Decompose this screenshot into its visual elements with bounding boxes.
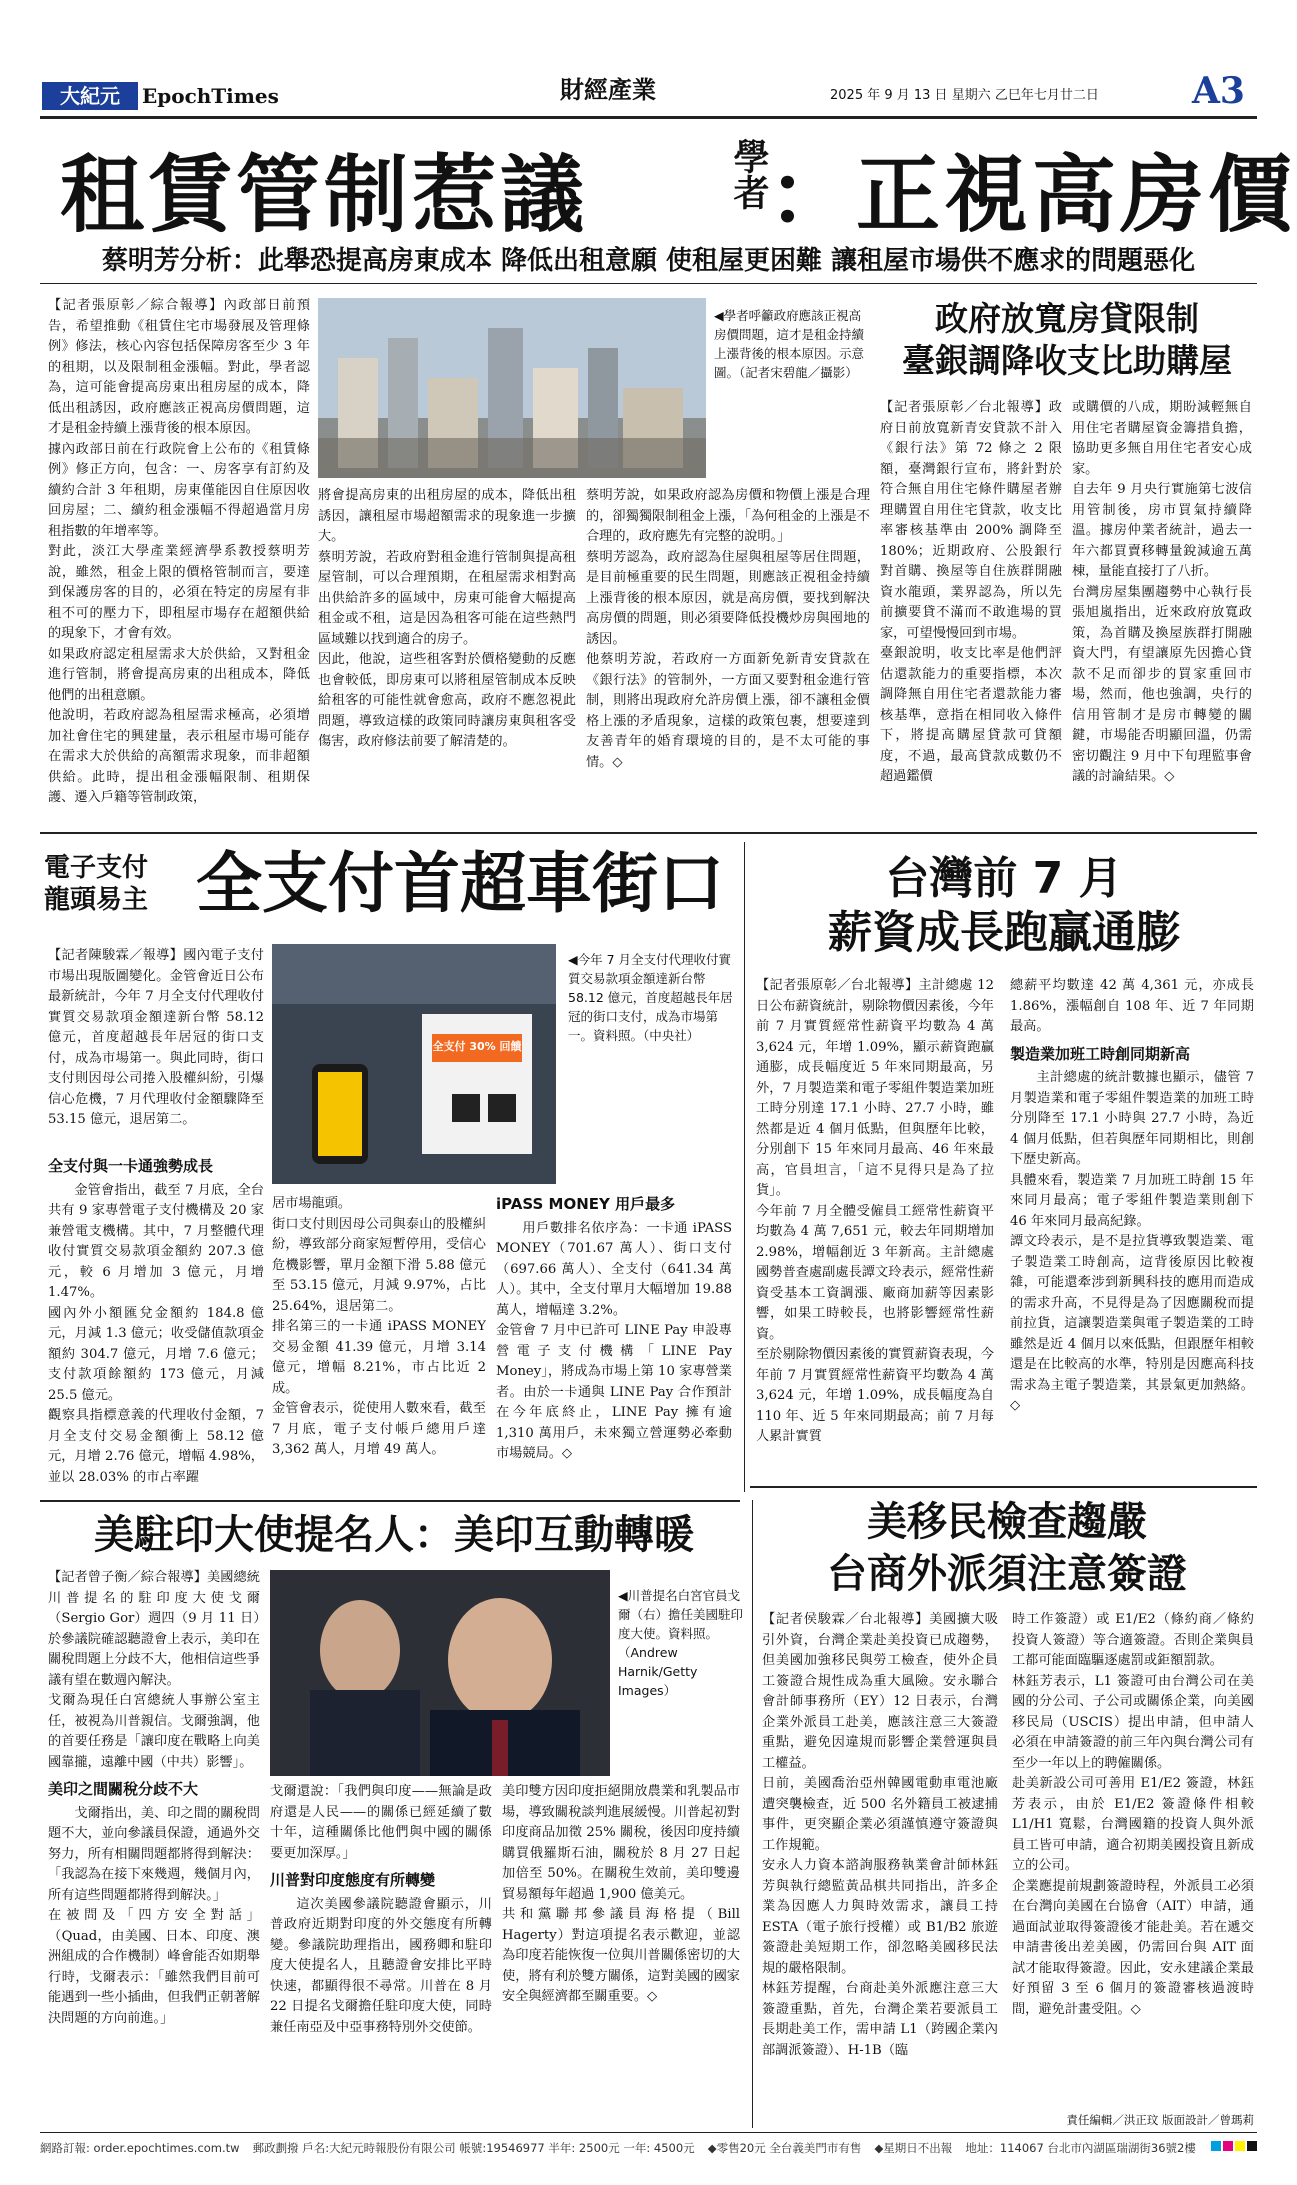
ambassador-photo-caption: ◀川普提名白宮官員戈爾（右）擔任美國駐印度大使。資料照。（Andrew Harnik/Getty Images） — [618, 1588, 744, 1698]
masthead-rule — [40, 116, 1257, 119]
issue-date: 2025 年 9 月 13 日 星期六 乙巳年七月廿二日 — [830, 88, 1099, 103]
section-rule-3 — [750, 1486, 1257, 1488]
payment-kicker-2: 龍頭易主 — [44, 885, 149, 915]
immigration-col-2 — [1012, 1610, 1254, 2110]
housing-loan-col-2 — [1072, 398, 1252, 816]
section-title: 財經產業 — [560, 76, 656, 104]
lead-headline-vertical — [728, 138, 768, 219]
wages-col-1-text: 【記者張原彰／台北報導】主計總處 12 日公布薪資統計，剔除物價因素後，今年前 7 月實質經常性薪資平均數為 4 萬 3,624 元，年增 1.09%，顯示薪資跑贏通膨，成長幅度近 5 年來同期最高，另外，7 月製造業和電子零組件製造業加班工時分別達 17.1 小時、27.7 小時，雖然都是近 4 個月低點，但與歷年比較，分別創下 15 年來同月最高、46 年來最高，官員坦言，「這不見得只是為了拉貨」。 今年前 7 月全體受僱員工經常性薪資平均數為 4 萬 7,651 元，較去年同期增加 2.98%，增幅創近 3 年新高。主計總處國勢普查處副處長譚文玲表示，經常性薪資受基本工資調漲、廠商加薪等因素影響，如果工時較長，也將影響經常性薪資。 至於剔除物價因素後的實質薪資表現，今年前 7 月實質經常性薪資平均數為 4 萬 3,624 元，年增 1.09%，成長幅度為自 110 年、近 5 年來同期最高；前 7 月每人累計實質 — [756, 978, 994, 1444]
footer — [40, 2140, 1257, 2156]
lead-col-3-text: 蔡明芳說，如果政府認為房價和物價上漲是合理的，卻獨獨限制租金上漲，「為何租金的上漲是不合理的，政府應先有完整的說明。」 蔡明芳認為，政府認為住屋與租屋等居住問題，是目前極重要的民生問題，則應該正視租金持續上漲背後的根本原因，就是高房價，要找到解決高房價的問題，則必須要降低投機炒房與囤地的誘因。 他蔡明芳說，若政府一方面新免新青安貸款在《銀行法》的管制外，一方面又要對租金進行管制，則將出現政府允許房價上漲，卻不讓租金價格上漲的矛盾現象，這樣的政策包裹，想要達到友善青年的婚育環境的目的，是不太可能的事情。◇ — [586, 488, 870, 770]
lead-col-1 — [48, 296, 310, 816]
wages-col-1 — [756, 976, 994, 1476]
lead-subhead: 蔡明芳分析：此舉恐提高房東成本 降低出租意願 使租屋更困難 讓租屋市場供不應求的問題惡化 — [101, 246, 1196, 276]
page-number: A3 — [1192, 70, 1245, 112]
housing-loan-headline-2: 臺銀調降收支比助購屋 — [902, 341, 1232, 380]
payment-col-1b-text: 金管會指出，截至 7 月底，全台共有 9 家專營電子支付機構及 20 家兼營電支機構。其中，7 月整體代理收付實質交易款項金額約 207.3 億元，較 6 月增加 3 億元，月增 1.47%。 國內外小額匯兌金額約 184.8 億元，月減 1.3 億元；收受儲值款項金額約 304.7 億元，月增 7.6 億元；支付款項餘額約 173 億元，月減 25.5 億元。 觀察具指標意義的代理收付金額，7 月全支付交易金額衝上 58.12 億元，月增 2.76 億元，增幅 4.98%，並以 28.03% 的市占率躍 — [48, 1182, 264, 1485]
immigration-headline-1: 美移民檢查趨嚴 — [867, 1499, 1147, 1545]
housing-loan-headline-1: 政府放寬房貸限制 — [935, 299, 1199, 338]
housing-loan-col-1 — [880, 398, 1062, 816]
editor-credits: 責任編輯／洪正玟 版面設計／曾瑪莉 — [1066, 2113, 1254, 2127]
payment-col-3-text: 用戶數排名依序為：一卡通 iPASS MONEY（701.67 萬人）、街口支付（697.66 萬人）、全支付（641.34 萬人）。其中，全支付單月大幅增加 19.88 萬人，增幅達 3.2%。 金管會 7 月中已許可 LINE Pay 申設專營電子支付機構「LINE Pay Money」，將成為市場上第 10 家專營業者。由於一卡通與 LINE Pay 合作預計在今年底終止，LINE Pay 擁有逾 1,310 萬用戶，未來獨立營運勢必牽動市場競局。◇ — [496, 1220, 732, 1461]
ambassador-photo — [270, 1570, 610, 1776]
office-address: 地址：114067 台北市內湖區瑞湖街36號2樓 — [965, 2141, 1196, 2155]
color-swatch-yellow — [1235, 2141, 1245, 2151]
wages-headline — [754, 852, 1254, 960]
lead-col-2-text: 將會提高房東的出租房屋的成本，降低出租誘因，讓租屋市場超額需求的現象進一步擴大。 蔡明芳說，若政府對租金進行管制與提高租屋管制，可以合理預期，在租屋需求相對高出供給許多的區域中，房東可能會大幅提高租金或不租，這是因為租客可能在這些熱門區域難以找到適合的房子。 因此，他說，這些租客對於價格變動的反應也會較低，即房東可以將租屋管制成本反映給租客的可能性就會愈高，政府不應忽視此問題，導致這樣的政策同時讓房東與租客受傷害，政府修法前要了解清楚的。 — [318, 488, 576, 749]
payment-col-1b — [48, 1150, 264, 1490]
lead-headline-b: ：正視高房價 — [768, 146, 1297, 244]
section-rule-2 — [40, 1500, 740, 1502]
ambassador-subhead-1: 美印之間關稅分歧不大 — [48, 1780, 199, 1798]
lead-col-2 — [318, 486, 576, 816]
wages-subhead-1: 製造業加班工時創同期新高 — [1010, 1044, 1191, 1063]
ambassador-col-2b-text: 這次美國參議院聽證會顯示，川普政府近期對印度的外交態度有所轉變。參議院助理指出，國務卿和駐印度大使提名人，且聽證會安排比平時快速，都顯得很不尋常。川普在 8 月 22 日提名戈爾擔任駐印度大使，同時兼任南亞及中亞事務特別外交使節。 — [270, 1896, 492, 2035]
immigration-col-1 — [762, 1610, 998, 2110]
payment-display-image — [272, 944, 556, 1184]
epoch-times-logo: 大紀元 — [42, 82, 138, 110]
ambassador-subhead-2: 川普對印度態度有所轉變 — [270, 1871, 436, 1889]
color-swatch-black — [1247, 2141, 1257, 2151]
color-registration-bar — [1209, 2140, 1257, 2156]
footer-rule — [40, 2132, 1257, 2133]
ambassador-col-2-text: 戈爾還說：「我們與印度——無論是政府還是人民——的關係已經延續了數十年，這種關係比他們與中國的關係要更加深厚。」 — [270, 1784, 492, 1861]
wages-col-2 — [1010, 976, 1254, 1476]
postal-info: 郵政劃撥 戶名:大紀元時報股份有限公司 帳號:19546977 半年: 2500元 一年: 4500元 — [252, 2141, 695, 2155]
immigration-headline — [760, 1496, 1254, 1600]
lead-photo — [318, 298, 706, 478]
payment-col-1-text: 【記者陳駿霖／報導】國內電子支付市場出現版圖變化。金管會近日公布最新統計，今年 7 月全支付代理收付實質交易款項金額達新台幣 58.12 億元，首度超越長年居冠的街口支付，成為市場第一。與此同時，街口支付則因母公司捲入股權糾紛，引爆信心危機，7 月代理收付金額驟降至 53.15 億元，退居第二。 — [48, 948, 264, 1127]
lead-photo-caption: ◀學者呼籲政府應該正視高房價問題，這才是租金持續上漲背後的根本原因。示意圖。（記者宋碧龍／攝影） — [714, 308, 865, 380]
subhead-rule — [40, 283, 1257, 284]
column-divider-1 — [744, 842, 745, 1492]
lead-col-3 — [586, 486, 870, 816]
payment-kicker-1: 電子支付 — [44, 853, 149, 883]
payment-col-2-text: 居市場龍頭。 街口支付則因母公司與泰山的股權糾紛，導致部分商家短暫停用，受信心危機影響，單月金額下滑 5.88 億元至 53.15 億元，月減 9.97%，占比 25.64%，退居第二。 排名第三的一卡通 iPASS MONEY 交易金額 41.39 億元，月增 3.14 億元，增幅 8.21%，市占比近 2 成。 金管會表示，從使用人數來看，截至 7 月底，電子支付帳戶總用戶達 3,362 萬人，月增 49 萬人。 — [272, 1196, 486, 1457]
payment-subhead-1: 全支付與一卡通強勢成長 — [48, 1157, 214, 1175]
color-swatch-magenta — [1223, 2141, 1233, 2151]
payment-photo-banner: 全支付 30% 回饋 — [432, 1040, 522, 1053]
payment-headline: 全支付首超車街口 — [196, 845, 724, 922]
payment-col-3 — [496, 1194, 732, 1490]
wages-headline-1: 台灣前 7 月 — [885, 853, 1123, 904]
lead-headline-vertical-text: 學者 — [728, 138, 769, 210]
sergio-gor-portrait-image — [270, 1570, 610, 1776]
wages-col-2b-text: 主計總處的統計數據也顯示，儘管 7 月製造業和電子零組件製造業的加班工時分別降至 17.1 小時與 27.7 小時，為近 4 個月低點，但若與歷年同期相比，則創下歷史新高。 具體來看，製造業 7 月加班工時創 15 年來同月最高；電子零組件製造業則創下 46 年來同月最高紀錄。 譚文玲表示，是不是拉貨導致製造業、電子製造業工時創高，這背後原因比較複雜，可能還牽涉到新興科技的應用而造成的需求升高，不見得是為了因應關稅而提前拉貨，這讓製造業與電子製造業的工時雖然是近 4 個月以來低點，但跟歷年相較還是在比較高的水準，特別是因應高科技需求為主電子製造業，其景氣更加熱絡。◇ — [1010, 1070, 1254, 1413]
section-rule-1 — [40, 832, 1257, 834]
immigration-col-1-text: 【記者侯駿霖／台北報導】美國擴大吸引外資，台灣企業赴美投資已成趨勢，但美國加強移民與勞工檢查，使外企員工簽證合規性成為重大風險。安永聯合會計師事務所（EY）12 日表示，台灣企業外派員工赴美，應該注意三大簽證重點，避免因違規而影響企業營運與員工權益。 日前，美國喬治亞州韓國電動車電池廠遭突襲檢查，近 500 名外籍員工被逮捕事件，更突顯企業必須謹慎遵守簽證與工作規範。 安永人力資本諮詢服務執業會計師林鈺芳與執行總監黃品棋共同指出，許多企業為因應人力與時效需求，讓員工持 ESTA（電子旅行授權）或 B1/B2 旅遊簽證赴美短期工作，卻忽略美國移民法規的嚴格限制。 林鈺芳提醒，台商赴美外派應注意三大簽證重點，首先，台灣企業若要派員工長期赴美工作，需申請 L1（跨國企業內部調派簽證）、H-1B（臨 — [762, 1612, 998, 2058]
ambassador-col-3-text: 美印雙方因印度拒絕開放農業和乳製品市場，導致關稅談判進展緩慢。川普起初對印度商品加徵 25% 關稅，後因印度持續購買俄羅斯石油，關稅於 8 月 27 日起加倍至 50%。在關稅生效前，美印雙邊貿易額每年超過 1,900 億美元。 共和黨聯邦參議員海格提（Bill Hagerty）對這項提名表示歡迎，並認為印度若能恢復一位與川普關係密切的大使，將有利於雙方關係，這對美國的國家安全與經濟都至關重要。◇ — [502, 1784, 740, 2004]
immigration-headline-2: 台商外派須注意簽證 — [827, 1551, 1187, 1597]
color-swatch-cyan — [1211, 2141, 1221, 2151]
ambassador-col-3 — [502, 1782, 740, 2128]
immigration-col-2-text: 時工作簽證）或 E1/E2（條約商／條約投資人簽證）等合適簽證。否則企業與員工都可能面臨驅逐處罰或鉅額罰款。 林鈺芳表示，L1 簽證可由台灣公司在美國的分公司、子公司或關係企業，向美國移民局（USCIS）提出申請，但申請人必須在申請簽證的前三年內與台灣公司有至少一年以上的聘僱關係。 赴美新設公司可善用 E1/E2 簽證，林鈺芳表示，由於 E1/E2 簽證條件相較 L1/H1 寬鬆，台灣國籍的投資人與外派員工皆可申請，適合初期美國投資且新成立的公司。 企業應提前規劃簽證時程，外派員工必須在台灣向美國在台協會（AIT）申請，通過面試並取得簽證後才能赴美。若在遞交申請書後出差美國，仍需回台與 AIT 面試才能取得簽證。因此，安永建議企業最好預留 3 至 6 個月的簽證審核過渡時間，避免計畫受阻。◇ — [1012, 1612, 1254, 2017]
payment-col-2 — [272, 1194, 486, 1490]
housing-loan-col-1-text: 【記者張原彰／台北報導】政府日前放寬新青安貸款不計入《銀行法》第 72 條之 2 限額，臺灣銀行宣布，將針對於符合無自用住宅條件購屋者辦理購置自用住宅貸款，收支比率審核基準由 200% 調降至 180%；近期政府、公股銀行對首購、換屋等自住族群開融資水龍頭，業界認為，所以先前擴要貸不滿而不敢進場的買家，可望慢慢回到市場。 臺銀說明，收支比率是他們評估還款能力的重要指標，本次調降無自用住宅者還款能力審核基準，意指在相同收入條件下，將提高購屋貸款可貸額度，不過，最高貸款成數仍不超過鑑價 — [880, 400, 1062, 784]
payment-photo-caption: ◀今年 7 月全支付代理收付實質交易款項金額達新台幣 58.12 億元，首度超越長年居冠的街口支付，成為市場第一。資料照。（中央社） — [568, 952, 733, 1043]
retail-price: ◆零售20元 全台義美門市有售 — [707, 2141, 862, 2155]
housing-loan-col-2-text: 或購價的八成，期盼減輕無自用住宅者購屋資金籌措負擔，協助更多無自用住宅者安心成家。 自去年 9 月央行實施第七波信用管制後，房市買氣持續降溫。據房仲業者統計，過去一年六都買賣移轉量銳減逾五萬棟，量能直接打了八折。 台灣房屋集團趨勢中心執行長張旭嵐指出，近來政府放寬政策，為首購及換屋族群打開融資大門，有望讓原先因擔心貸款不足而卻步的買家重回市場，然而，他也強調，央行的信用管制才是房市轉變的關鍵，市場能否明顯回溫，仍需密切觀注 9 月中下旬理監事會議的討論結果。◇ — [1072, 400, 1252, 784]
payment-subhead-2: iPASS MONEY 用戶最多 — [496, 1195, 676, 1213]
wages-headline-2: 薪資成長跑贏通膨 — [828, 907, 1180, 958]
housing-loan-headline — [876, 298, 1258, 382]
wages-col-2-text: 總薪平均數達 42 萬 4,361 元，亦成長 1.86%，漲幅創自 108 年、近 7 年同期最高。 — [1010, 978, 1254, 1034]
payment-kicker — [44, 852, 180, 916]
subscribe-link[interactable]: 網路訂報: order.epochtimes.com.tw — [40, 2141, 240, 2155]
ambassador-headline: 美駐印大使提名人：美印互動轉暖 — [94, 1512, 694, 1558]
city-skyline-image — [318, 298, 706, 478]
ambassador-col-1 — [48, 1568, 260, 2128]
sunday-notice: ◆星期日不出報 — [874, 2141, 953, 2155]
payment-col-1 — [48, 946, 264, 1146]
column-divider-2 — [752, 1500, 753, 2128]
lead-col-1-text: 【記者張原彰／綜合報導】內政部日前預告，希望推動《租賃住宅市場發展及管理條例》修法，核心內容包括保障房客至少 3 年的租期，以及限制租金漲幅。對此，學者認為，這可能會提高房東出租房屋的成本，降低出租誘因，政府應該正視高房價問題，這才是租金持續上漲背後的根本原因。 據內政部日前在行政院會上公布的《租賃條例》修正方向，包含：一、房客享有訂約及續約合計 3 年租期，房東僅能因自住原因收回房屋；二、續約租金漲幅不得超過當月房租指數的年增率等。 對此，淡江大學產業經濟學系教授蔡明芳說，雖然，租金上限的價格管制而言，要達到保護房客的目的，必須在特定的房屋有非租不可的壓力下，即租屋市場存在超額供給的現象下，才會有效。 如果政府認定租屋需求大於供給，又對租金進行管制，將會提高房東的出租成本，降低他們的出租意願。 他說明，若政府認為租屋需求極高，必須增加社會住宅的興建量，表示租屋市場可能存在需求大於供給的高額需求現象，而非超額供給。此時，提出租金漲幅限制、租期保護、遷入戶籍等管制政策， — [48, 298, 310, 805]
ambassador-col-1b-text: 戈爾指出，美、印之間的關稅問題不大，並向參議員保證，通過外交努力，所有相關問題都將得到解決：「我認為在接下來幾週，幾個月內，所有這些問題都將得到解決。」 在被問及「四方安全對話」（Quad，由美國、日本、印度、澳洲組成的合作機制）峰會能否如期舉行時，戈爾表示：「雖然我們目前可能遇到一些小插曲，但我們正朝著解決問題的方向前進。」 — [48, 1805, 260, 2026]
payment-photo — [272, 944, 556, 1184]
ambassador-col-1-text: 【記者曾子衡／綜合報導】美國總統川普提名的駐印度大使戈爾（Sergio Gor）週四（9 月 11 日）於參議院確認聽證會上表示，美印在關稅問題上分歧不大，他相信這些爭議有望在數週內解決。 戈爾為現任白宮總統人事辦公室主任，被視為川普親信。戈爾強調，他的首要任務是「讓印度在戰略上向美國靠攏，遠離中國（中共）影響」。 — [48, 1570, 260, 1770]
lead-headline-a: 租賃管制惹議 — [60, 146, 589, 244]
ambassador-col-2 — [270, 1782, 492, 2128]
brand-name: EpochTimes — [142, 84, 279, 108]
